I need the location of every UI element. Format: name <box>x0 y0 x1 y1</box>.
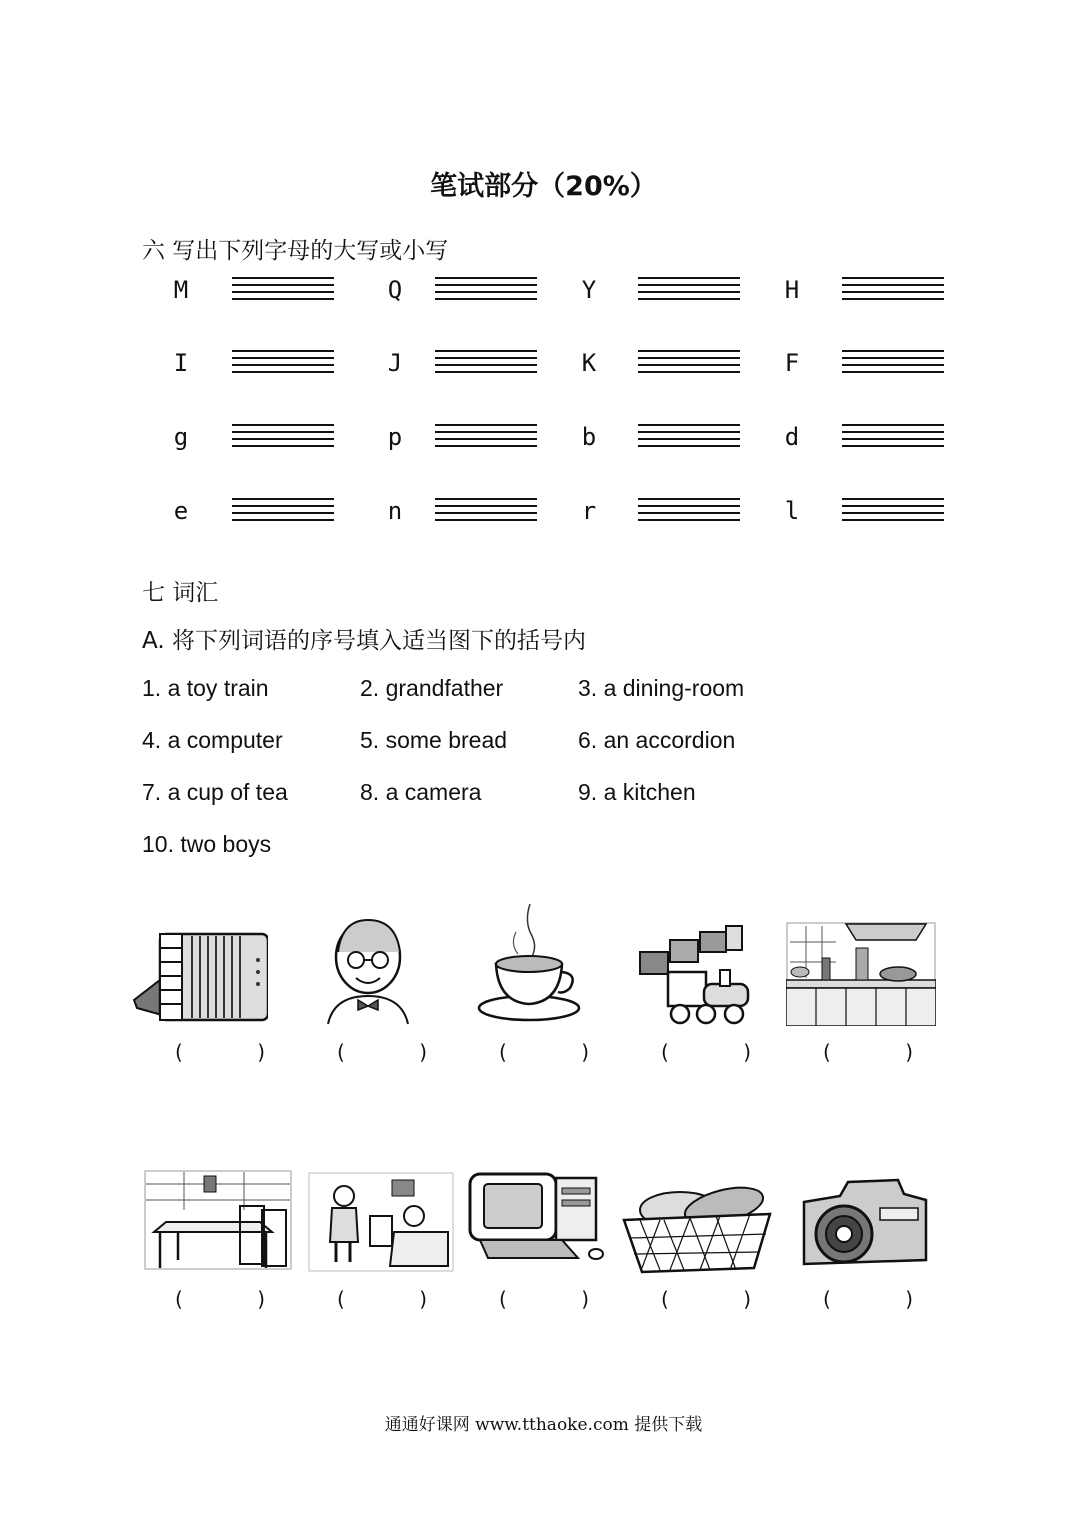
dining-room-icon <box>144 1170 292 1270</box>
part-a-instruction: A. 将下列词语的序号填入适当图下的括号内 <box>142 628 586 654</box>
writing-lines[interactable] <box>842 350 944 380</box>
writing-lines[interactable] <box>435 350 537 380</box>
letter-prompt: Y <box>581 276 597 304</box>
word-item: 3. a dining-room <box>578 675 745 701</box>
writing-lines[interactable] <box>232 424 334 454</box>
answer-bracket[interactable]: ( ) <box>337 1287 427 1311</box>
writing-lines[interactable] <box>638 350 740 380</box>
writing-lines[interactable] <box>638 277 740 307</box>
word-item: 8. a camera <box>360 779 482 805</box>
letter-prompt: r <box>581 497 597 525</box>
section-seven-label: 七 词汇 <box>142 580 219 606</box>
toy-train-icon <box>634 922 756 1026</box>
writing-lines[interactable] <box>842 498 944 528</box>
letter-prompt: M <box>173 276 189 304</box>
answer-bracket[interactable]: ( ) <box>499 1040 589 1064</box>
section-six-label: 六 写出下列字母的大写或小写 <box>142 238 449 264</box>
writing-lines[interactable] <box>435 424 537 454</box>
tea-cup-icon <box>474 902 584 1024</box>
writing-lines[interactable] <box>232 498 334 528</box>
answer-bracket[interactable]: ( ) <box>175 1040 265 1064</box>
writing-lines[interactable] <box>842 424 944 454</box>
letter-prompt: n <box>387 497 403 525</box>
word-item: 2. grandfather <box>360 675 504 701</box>
writing-lines[interactable] <box>842 277 944 307</box>
computer-icon <box>466 1168 608 1262</box>
bread-basket-icon <box>620 1180 774 1276</box>
answer-bracket[interactable]: ( ) <box>499 1287 589 1311</box>
word-item: 7. a cup of tea <box>142 779 288 805</box>
answer-bracket[interactable]: ( ) <box>661 1287 751 1311</box>
letter-prompt: H <box>784 276 800 304</box>
word-item: 10. two boys <box>142 831 272 857</box>
accordion-icon <box>132 920 268 1028</box>
writing-lines[interactable] <box>638 498 740 528</box>
word-item: 9. a kitchen <box>578 779 696 805</box>
letter-prompt: g <box>173 423 189 451</box>
letter-prompt: d <box>784 423 800 451</box>
footer-source: 通通好课网 www.tthaoke.com 提供下载 <box>384 1415 703 1435</box>
word-item: 5. some bread <box>360 727 508 753</box>
camera-icon <box>800 1176 930 1270</box>
word-item: 6. an accordion <box>578 727 736 753</box>
grandfather-icon <box>312 912 422 1028</box>
letter-prompt: b <box>581 423 597 451</box>
answer-bracket[interactable]: ( ) <box>823 1287 913 1311</box>
writing-lines[interactable] <box>232 277 334 307</box>
answer-bracket[interactable]: ( ) <box>175 1287 265 1311</box>
page-title: 笔试部分（20%） <box>430 171 657 202</box>
letter-prompt: F <box>784 349 800 377</box>
letter-prompt: J <box>387 349 403 377</box>
letter-prompt: p <box>387 423 403 451</box>
answer-bracket[interactable]: ( ) <box>823 1040 913 1064</box>
two-boys-icon <box>308 1172 454 1272</box>
letter-prompt: l <box>784 497 800 525</box>
writing-lines[interactable] <box>435 277 537 307</box>
word-item: 4. a computer <box>142 727 283 753</box>
letter-prompt: Q <box>387 276 403 304</box>
letter-prompt: I <box>173 349 189 377</box>
word-item: 1. a toy train <box>142 675 269 701</box>
answer-bracket[interactable]: ( ) <box>661 1040 751 1064</box>
kitchen-icon <box>786 922 936 1026</box>
writing-lines[interactable] <box>232 350 334 380</box>
answer-bracket[interactable]: ( ) <box>337 1040 427 1064</box>
writing-lines[interactable] <box>435 498 537 528</box>
letter-prompt: K <box>581 349 597 377</box>
writing-lines[interactable] <box>638 424 740 454</box>
letter-prompt: e <box>173 497 189 525</box>
